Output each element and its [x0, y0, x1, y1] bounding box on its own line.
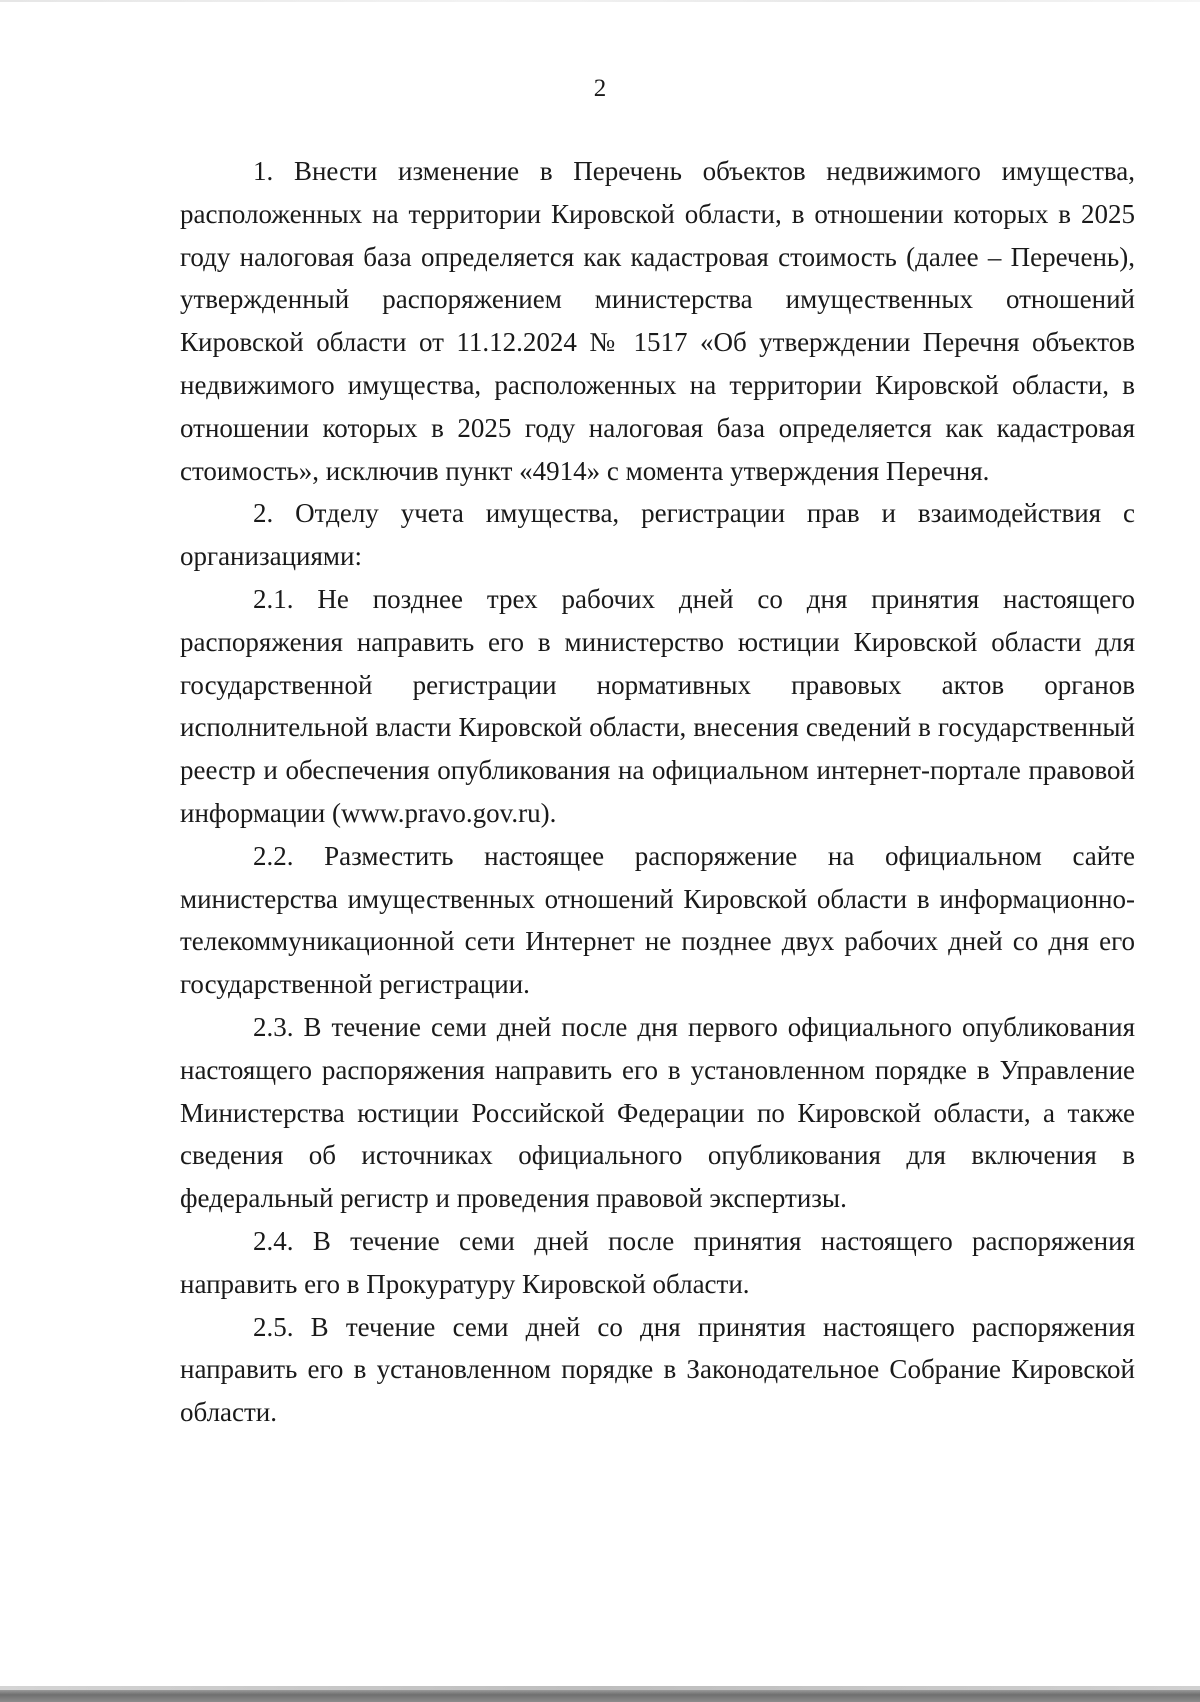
paragraph-2-5: 2.5. В течение семи дней со дня принятия настоящего распоряжения направить его в установленном порядке в Законодательное Собрание Кировской области.	[180, 1311, 1135, 1428]
scan-edge-top	[0, 0, 1200, 2]
paragraph-2-1: 2.1. Не позднее трех рабочих дней со дня принятия настоящего распоряжения направить его в министерство юстиции Кировской области для государственной регистрации нормативных правовых актов органов исполнительной власти Кировской области, внесения сведений в государственный реестр и обеспечения опубликования на официальном интернет-портале правовой информации (www.pravo.gov.ru).	[180, 583, 1135, 828]
document-body	[180, 150, 1135, 1434]
paragraph-1: 1. Внести изменение в Перечень объектов недвижимого имущества, расположенных на территории Кировской области, в отношении которых в 2025 году налоговая база определяется как кадастровая стоимость (далее – Перечень), утвержденный распоряжением министерства имущественных отношений Кировской области от 11.12.2024 № 1517 «Об утверждении Перечня объектов недвижимого имущества, расположенных на территории Кировской области, в отношении которых в 2025 году налоговая база определяется как кадастровая стоимость», исключив пункт «4914» с момента утверждения Перечня.	[180, 156, 1135, 486]
page-number: 2	[593, 75, 607, 102]
paragraph-2: 2. Отделу учета имущества, регистрации прав и взаимодействия с организациями:	[180, 498, 1135, 572]
paragraph-2-2: 2.2. Разместить настоящее распоряжение на официальном сайте министерства имущественных отношений Кировской области в информационно-телекоммуникационной сети Интернет не позднее двух рабочих дней со дня его государственной регистрации.	[180, 840, 1135, 1000]
paragraph-2-3: 2.3. В течение семи дней после дня первого официального опубликования настоящего распоряжения направить его в установленном порядке в Управление Министерства юстиции Российской Федерации по Кировской области, а также сведения об источниках официального опубликования для включения в федеральный регистр и проведения правовой экспертизы.	[180, 1011, 1135, 1214]
scan-edge-bottom	[0, 1690, 1200, 1702]
paragraph-2-4: 2.4. В течение семи дней после принятия настоящего распоряжения направить его в Прокуратуру Кировской области.	[180, 1225, 1135, 1299]
